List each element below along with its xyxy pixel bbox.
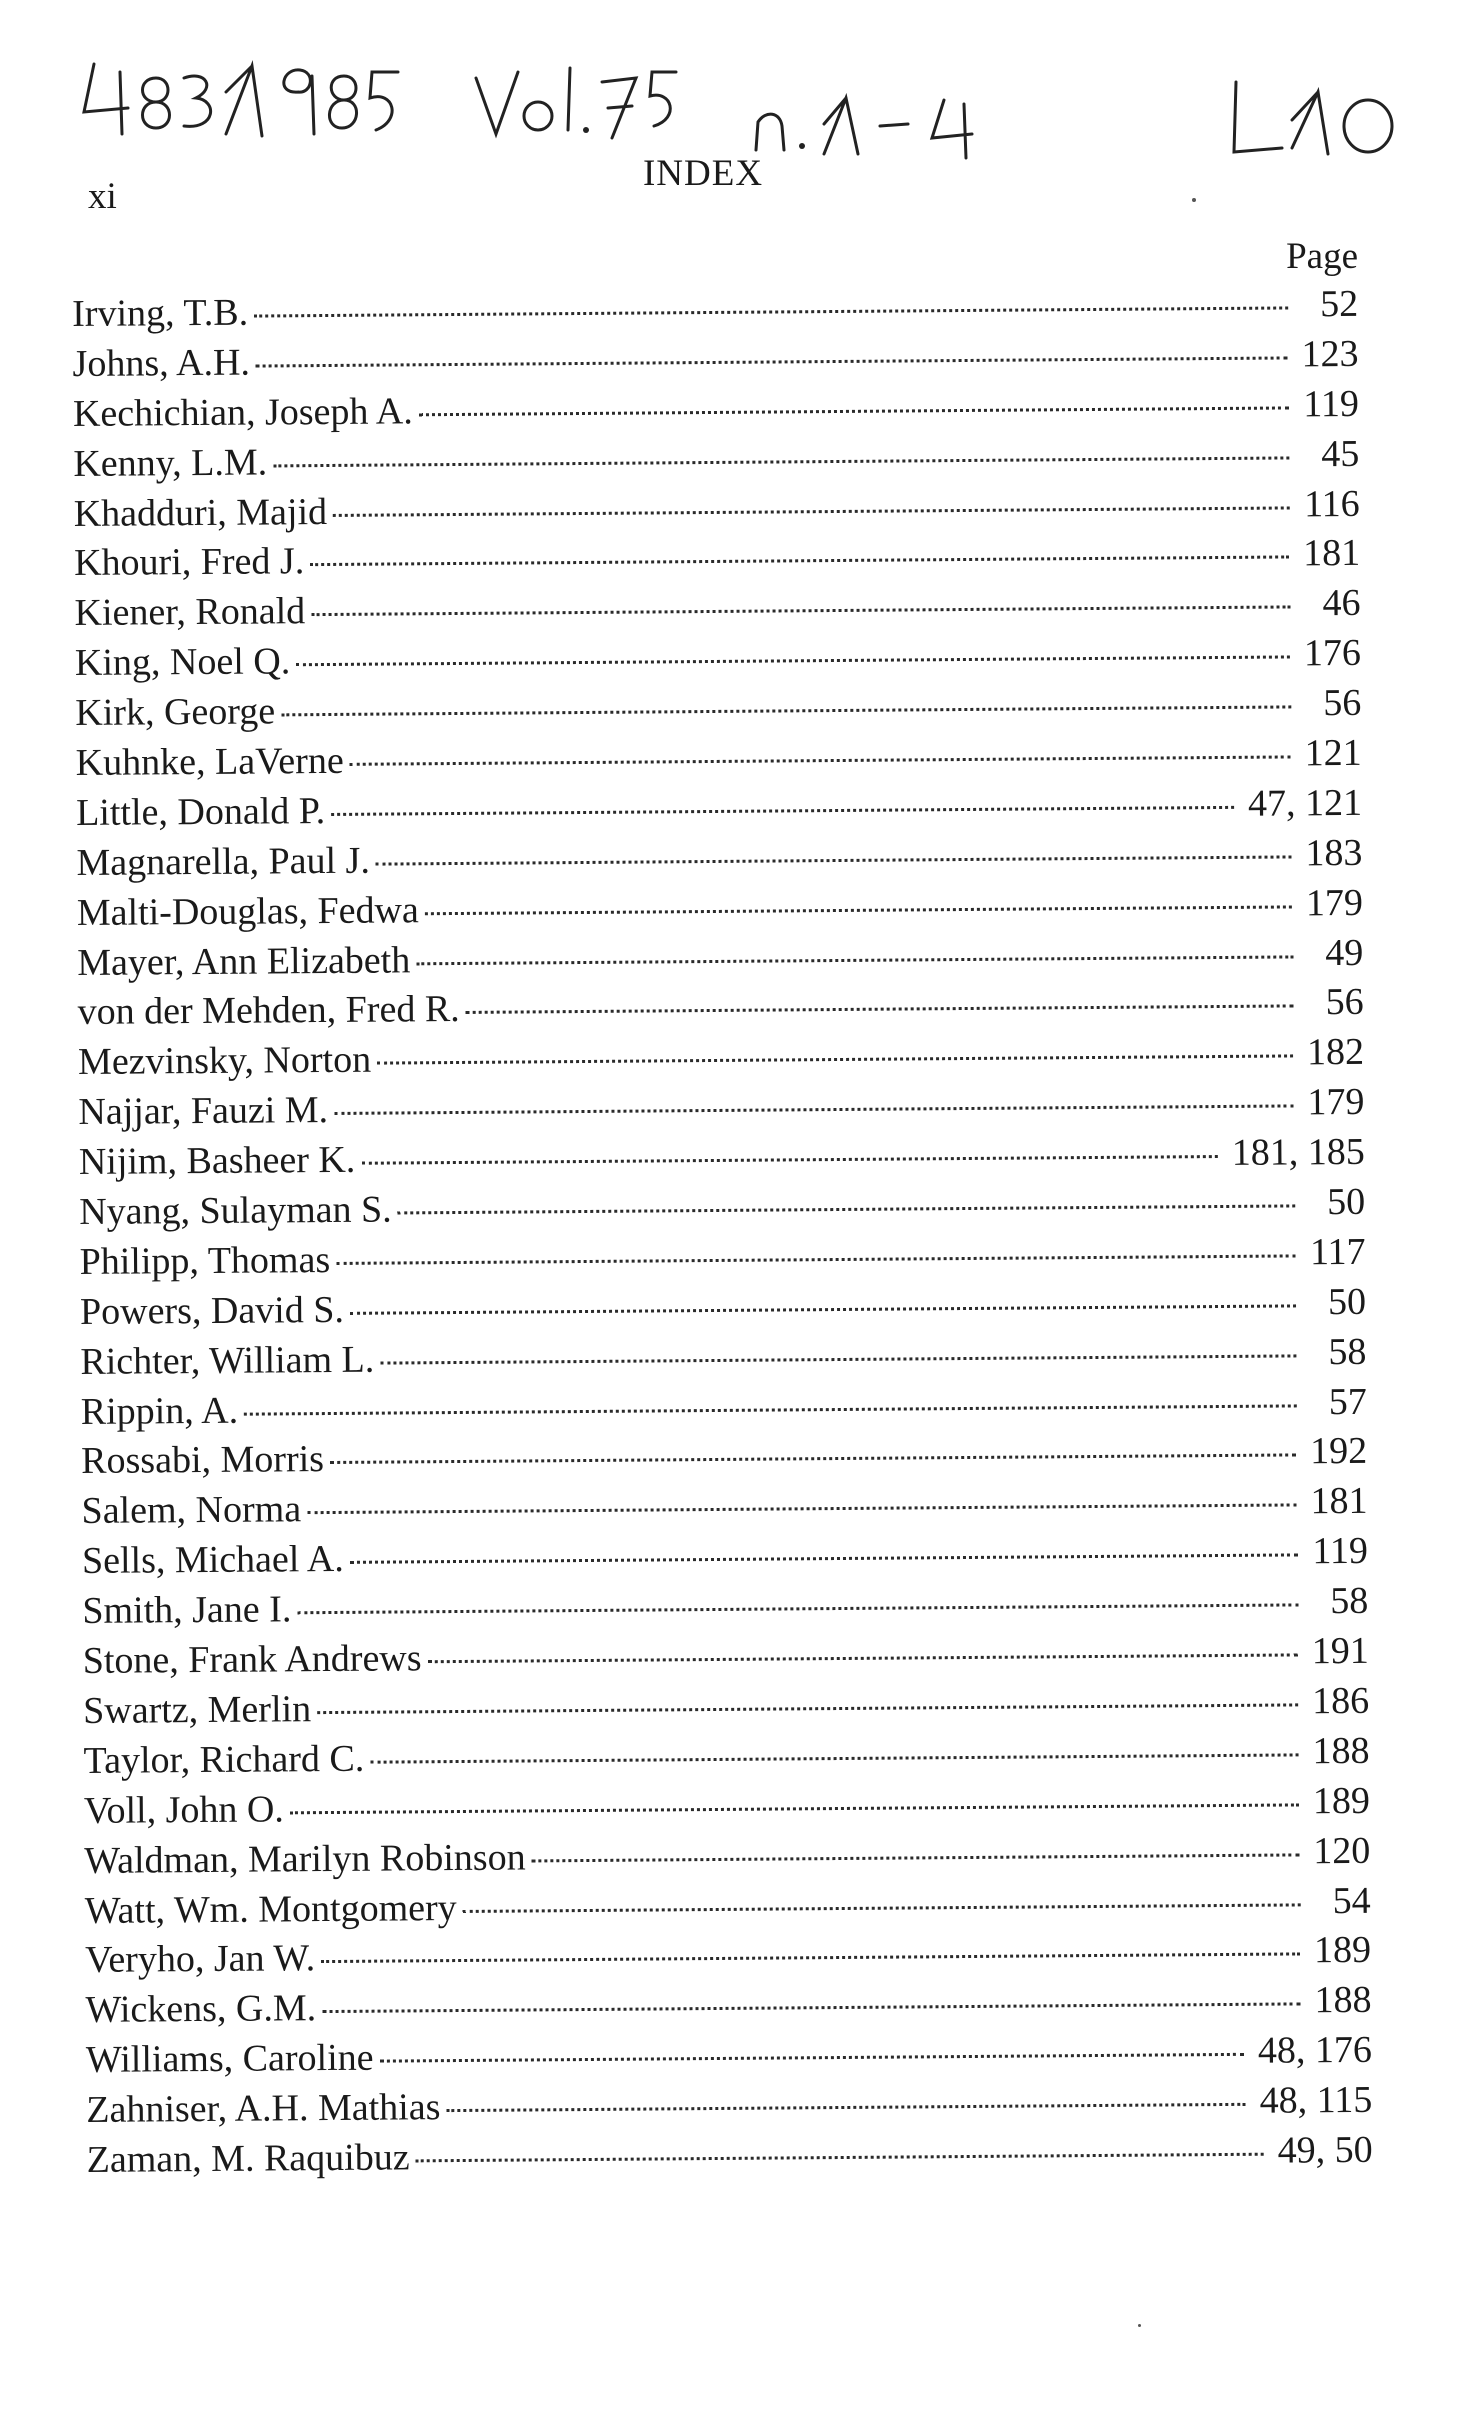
entry-author-name: Mezvinsky, Norton — [77, 1039, 372, 1084]
entry-page-numbers: 176 — [1303, 632, 1362, 675]
entry-page-numbers: 188 — [1312, 1729, 1370, 1773]
entry-page-numbers: 48, 115 — [1259, 2078, 1373, 2122]
entry-page-numbers: 49, 50 — [1277, 2128, 1373, 2172]
entry-page-numbers: 56 — [1323, 682, 1362, 725]
entry-author-name: von der Mehden, Fred R. — [77, 988, 460, 1034]
dot-leader — [281, 706, 1291, 717]
dot-leader — [244, 1404, 1297, 1415]
entry-page-numbers: 192 — [1309, 1430, 1368, 1473]
dot-leader — [334, 1105, 1293, 1116]
entry-author-name: Mayer, Ann Elizabeth — [77, 938, 411, 984]
entry-page-numbers: 45 — [1321, 432, 1360, 475]
entry-page-numbers: 50 — [1327, 1280, 1367, 1323]
entry-author-name: Watt, Wm. Montgomery — [84, 1886, 457, 1932]
entry-page-numbers: 54 — [1332, 1879, 1371, 1922]
dot-leader — [336, 1254, 1295, 1265]
dot-leader — [317, 1703, 1298, 1714]
entry-page-numbers: 181, 185 — [1231, 1131, 1365, 1175]
dot-leader — [398, 1204, 1296, 1214]
entry-author-name: Khadduri, Majid — [73, 490, 328, 535]
scan-speck — [1138, 2324, 1141, 2327]
entry-author-name: Rippin, A. — [80, 1389, 239, 1433]
entry-author-name: Richter, William L. — [80, 1338, 375, 1383]
entry-author-name: Swartz, Merlin — [82, 1688, 312, 1732]
entry-author-name: Waldman, Marilyn Robinson — [84, 1836, 526, 1882]
entry-author-name: Sells, Michael A. — [81, 1538, 344, 1583]
dot-leader — [370, 1753, 1298, 1763]
page-title: INDEX — [642, 153, 764, 194]
entry-author-name: Wickens, G.M. — [85, 1987, 317, 2032]
entry-page-numbers: 117 — [1309, 1230, 1366, 1274]
dot-leader — [310, 556, 1289, 567]
entry-author-name: Veryho, Jan W. — [84, 1937, 316, 1982]
dot-leader — [376, 855, 1292, 865]
entry-author-name: Voll, John O. — [83, 1788, 284, 1832]
scan-speck — [1192, 198, 1196, 202]
entry-author-name: Philipp, Thomas — [79, 1238, 331, 1283]
entry-page-numbers: 52 — [1319, 282, 1359, 326]
entry-page-numbers: 47, 121 — [1247, 781, 1363, 825]
entry-author-name: King, Noel Q. — [74, 640, 291, 685]
entry-page-numbers: 119 — [1303, 382, 1360, 426]
dot-leader — [416, 2153, 1264, 2163]
entry-author-name: Nyang, Sulayman S. — [79, 1188, 392, 1234]
entry-page-numbers: 189 — [1312, 1779, 1371, 1823]
dot-leader — [307, 1504, 1296, 1515]
entry-page-numbers: 48, 176 — [1257, 2029, 1373, 2072]
entry-author-name: Powers, David S. — [79, 1288, 345, 1333]
entry-page-numbers: 123 — [1301, 332, 1359, 376]
entry-page-numbers: 179 — [1305, 881, 1364, 925]
dot-leader — [273, 456, 1289, 467]
dot-leader — [350, 755, 1291, 765]
entry-author-name: Stone, Frank Andrews — [82, 1637, 422, 1683]
dot-leader — [466, 1005, 1294, 1015]
dot-leader — [532, 1853, 1300, 1862]
dot-leader — [361, 1155, 1217, 1165]
index-entry-list — [72, 280, 1373, 2186]
entry-page-numbers: 189 — [1313, 1929, 1372, 1972]
dot-leader — [331, 806, 1234, 816]
dot-leader — [311, 606, 1290, 617]
dot-leader — [380, 1354, 1296, 1364]
entry-page-numbers: 181 — [1302, 532, 1361, 575]
entry-page-numbers: 46 — [1322, 582, 1361, 625]
entry-author-name: Rossabi, Morris — [81, 1438, 325, 1483]
index-entry — [86, 2126, 1372, 2186]
entry-page-numbers: 57 — [1328, 1380, 1367, 1423]
dot-leader — [333, 506, 1290, 517]
entry-author-name: Kuhnke, LaVerne — [75, 739, 344, 785]
dot-leader — [416, 955, 1293, 965]
entry-page-numbers: 188 — [1314, 1979, 1372, 2022]
dot-leader — [428, 1653, 1298, 1663]
entry-author-name: Khouri, Fred J. — [73, 540, 305, 585]
entry-page-numbers: 116 — [1303, 482, 1360, 525]
entry-author-name: Magnarella, Paul J. — [76, 839, 371, 884]
dot-leader — [290, 1803, 1299, 1814]
entry-page-numbers: 181 — [1310, 1480, 1368, 1523]
dot-leader — [350, 1554, 1298, 1564]
entry-page-numbers: 50 — [1327, 1180, 1366, 1224]
dot-leader — [322, 2003, 1300, 2014]
entry-author-name: Irving, T.B. — [72, 291, 249, 335]
entry-page-numbers: 182 — [1306, 1031, 1365, 1074]
entry-author-name: Kiener, Ronald — [74, 590, 306, 635]
entry-page-numbers: 58 — [1328, 1330, 1367, 1373]
entry-page-numbers: 119 — [1312, 1530, 1369, 1573]
dot-leader — [377, 1055, 1293, 1065]
dot-leader — [297, 1604, 1298, 1615]
entry-page-numbers: 121 — [1304, 731, 1362, 775]
entry-author-name: Malti-Douglas, Fedwa — [76, 888, 419, 934]
entry-author-name: Williams, Caroline — [85, 2036, 374, 2082]
entry-author-name: Johns, A.H. — [72, 341, 251, 385]
entry-author-name: Smith, Jane I. — [82, 1588, 292, 1633]
dot-leader — [446, 2103, 1245, 2112]
entry-author-name: Taylor, Richard C. — [83, 1737, 365, 1782]
entry-author-name: Kirk, George — [75, 690, 276, 735]
dot-leader — [321, 1953, 1300, 1964]
entry-author-name: Kechichian, Joseph A. — [72, 390, 413, 435]
entry-author-name: Zaman, M. Raquibuz — [86, 2136, 410, 2181]
entry-author-name: Zahniser, A.H. Mathias — [86, 2086, 441, 2132]
dot-leader — [256, 356, 1288, 367]
entry-page-numbers: 179 — [1307, 1081, 1365, 1124]
dot-leader — [463, 1903, 1301, 1913]
dot-leader — [296, 656, 1290, 667]
dot-leader — [425, 905, 1292, 915]
entry-author-name: Salem, Norma — [81, 1488, 302, 1533]
entry-page-numbers: 183 — [1305, 831, 1363, 875]
entry-page-numbers: 186 — [1311, 1679, 1370, 1723]
entry-page-numbers: 191 — [1311, 1629, 1369, 1673]
dot-leader — [380, 2053, 1244, 2063]
entry-author-name: Little, Donald P. — [75, 789, 326, 834]
entry-page-numbers: 120 — [1313, 1829, 1371, 1872]
entry-author-name: Nijim, Basheer K. — [78, 1138, 356, 1184]
entry-author-name: Kenny, L.M. — [73, 441, 268, 485]
page-roman-number: xi — [88, 176, 117, 217]
entry-page-numbers: 58 — [1330, 1580, 1369, 1623]
dot-leader — [419, 406, 1289, 416]
dot-leader — [350, 1304, 1296, 1314]
dot-leader — [254, 306, 1288, 317]
page-column-header: Page — [1286, 236, 1358, 277]
entry-page-numbers: 56 — [1325, 981, 1364, 1024]
entry-page-numbers: 49 — [1325, 931, 1364, 974]
entry-author-name: Najjar, Fauzi M. — [78, 1089, 329, 1134]
dot-leader — [330, 1454, 1296, 1465]
